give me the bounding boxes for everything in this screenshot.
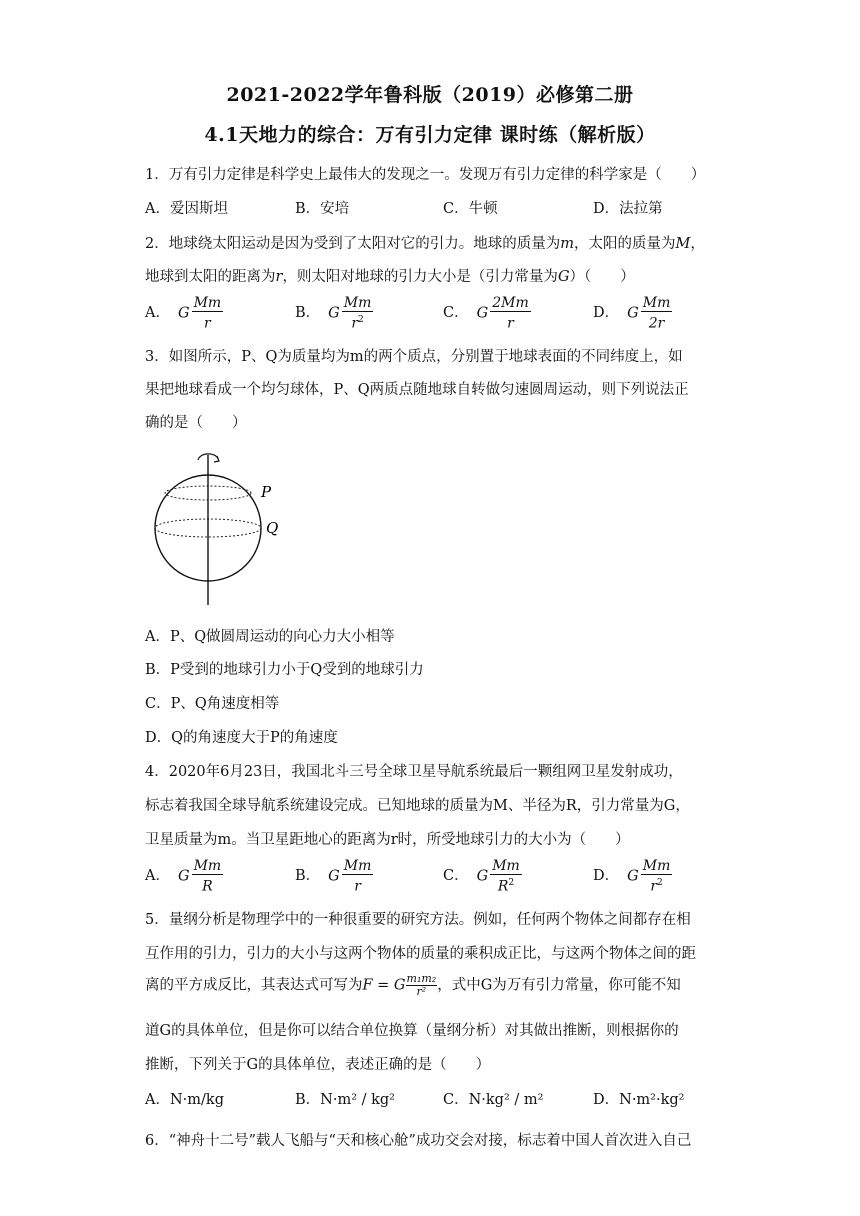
q1-option-c: C．牛顿	[443, 201, 498, 217]
q2-option-a-label: A．	[145, 305, 170, 322]
question-2-stem-line-2	[145, 265, 635, 286]
q2-option-d-fraction	[641, 295, 673, 332]
q4-option-c-den-sup: 2	[508, 878, 515, 888]
q3-option-c: C．P、Q角速度相等	[145, 696, 280, 712]
q4-option-d-den-text: r	[650, 878, 658, 895]
q2-text-a: 2．地球绕太阳运动是因为受到了太阳对它的引力。地球的质量为	[145, 236, 561, 252]
q5-option-a: A．N·m/kg	[145, 1092, 224, 1108]
q2-option-a-fraction	[192, 295, 224, 332]
q5-text-a: 离的平方成反比，其表达式可写为	[145, 977, 363, 994]
q2-text-b: ，太阳的质量为	[573, 236, 676, 252]
q5-formula-fraction	[406, 973, 438, 998]
q5-formula-lhs: F = G	[362, 977, 406, 994]
question-5-line-4: 道G的具体单位，但是你可以结合单位换算（量纲分析）对其做出推断，则根据你的	[145, 1023, 679, 1039]
question-5-line-3	[145, 973, 681, 998]
q4-option-a	[145, 858, 223, 895]
q5-option-c: C．N·kg² / m²	[443, 1092, 544, 1108]
q5-text-b: ，式中G为万有引力常量，你可能不知	[437, 977, 681, 994]
question-4-line-3: 卫星质量为m。当卫星距地心的距离为r时，所受地球引力的大小为（ ）	[145, 832, 630, 848]
q2-option-b-den-text: r	[351, 315, 359, 332]
q2-option-c-den	[490, 312, 531, 332]
q2-var-G: G	[557, 269, 570, 285]
q2-option-b	[295, 295, 373, 332]
question-5-line-2: 互作用的引力，引力的大小与这两个物体的质量的乘积成正比，与这两个物体之间的距	[145, 946, 696, 962]
q4-option-b-den-text: r	[354, 878, 361, 895]
q4-option-a-den-text: R	[202, 878, 213, 895]
q2-option-a-num: Mm	[193, 295, 222, 311]
q2-text-f: ）（ ）	[569, 269, 635, 285]
q2-option-b-fraction	[342, 295, 374, 332]
q3-option-b: B．P受到的地球引力小于Q受到的地球引力	[145, 662, 424, 678]
question-4-options	[145, 858, 745, 894]
q4-option-a-den	[192, 875, 224, 895]
q4-option-c-fraction	[490, 858, 522, 895]
question-5-line-1: 5．量纲分析是物理学中的一种很重要的研究方法。例如，任何两个物体之间都存在相	[145, 912, 691, 928]
question-2-options	[145, 295, 745, 331]
q2-option-b-g: G	[328, 305, 340, 322]
question-2-stem-line-1	[145, 232, 705, 253]
q4-option-a-fraction	[192, 858, 224, 895]
q4-option-a-num: Mm	[193, 858, 222, 874]
q2-option-c-g: G	[476, 305, 489, 322]
q4-option-d-fraction	[641, 858, 673, 895]
question-4-line-1: 4．2020年6月23日，我国北斗三号全球卫星导航系统最后一颗组网卫星发射成功，	[145, 764, 683, 780]
q2-option-b-num: Mm	[343, 295, 372, 311]
q2-var-r: r	[275, 269, 283, 285]
q4-option-c-den-text: R	[497, 878, 509, 895]
q4-option-b-den	[342, 875, 374, 895]
question-3-line-3: 确的是（ ）	[145, 415, 247, 431]
question-5-line-5: 推断，下列关于G的具体单位，表述正确的是（ ）	[145, 1057, 491, 1073]
q4-option-d-g: G	[627, 868, 639, 885]
question-1-stem: 1．万有引力定律是科学史上最伟大的发现之一。发现万有引力定律的科学家是（ ）	[145, 167, 706, 183]
question-3-line-2: 果把地球看成一个均匀球体，P、Q两质点随地球自转做匀速圆周运动，则下列说法正	[145, 382, 689, 398]
q2-option-d-label: D．	[593, 305, 620, 322]
q1-option-d: D．法拉第	[593, 201, 663, 217]
q4-option-a-label: A．	[145, 868, 170, 885]
q2-option-d	[593, 295, 672, 332]
question-5-options	[145, 1088, 745, 1124]
q2-option-d-den-text: 2r	[648, 315, 665, 332]
q2-text-e: ，则太阳对地球的引力大小是（引力常量为	[282, 269, 558, 285]
q4-option-b	[295, 858, 373, 895]
q2-option-b-den-sup: 2	[358, 315, 364, 325]
q4-option-b-g: G	[328, 868, 340, 885]
title-line-2: 4.1天地力的综合：万有引力定律 课时练（解析版）	[204, 124, 656, 146]
q5-formula-den: r²	[416, 985, 427, 998]
q2-option-a-den-text: r	[204, 315, 211, 332]
q2-option-b-den	[342, 312, 374, 332]
q1-option-b: B．安培	[295, 201, 350, 217]
q2-option-c-fraction	[490, 295, 531, 332]
earth-rotation-figure	[148, 450, 298, 610]
q4-option-b-fraction	[342, 858, 374, 895]
q4-option-d-num: Mm	[642, 858, 671, 874]
q2-text-c: ，	[690, 236, 705, 252]
q2-option-d-g: G	[627, 305, 639, 322]
q5-option-b: B．N·m² / kg²	[295, 1092, 395, 1108]
q5-option-d: D．N·m²·kg²	[593, 1092, 685, 1108]
title-line-1: 2021-2022学年鲁科版（2019）必修第二册	[226, 84, 634, 106]
q2-option-a-den	[192, 312, 224, 332]
q4-option-c	[443, 858, 522, 895]
q3-option-d: D．Q的角速度大于P的角速度	[145, 730, 338, 746]
q2-option-c-label: C．	[443, 305, 469, 322]
q3-option-a: A．P、Q做圆周运动的向心力大小相等	[145, 629, 395, 645]
question-1-options	[145, 197, 745, 233]
q2-option-a	[145, 295, 223, 332]
q2-var-m: m	[560, 236, 574, 252]
question-3-line-1: 3．如图所示，P、Q为质量均为m的两个质点，分别置于地球表面的不同纬度上，如	[145, 349, 683, 365]
q4-option-c-label: C．	[443, 868, 469, 885]
q4-option-b-num: Mm	[343, 858, 372, 874]
q2-option-d-num: Mm	[642, 295, 671, 311]
q2-option-c-num: 2Mm	[492, 295, 529, 311]
q4-option-a-g: G	[177, 868, 190, 885]
q1-option-a: A．爱因斯坦	[145, 201, 228, 217]
question-4-line-2: 标志着我国全球导航系统建设完成。已知地球的质量为M、半径为R，引力常量为G，	[145, 798, 690, 814]
label-p: P	[261, 483, 272, 501]
q2-option-b-label: B．	[295, 305, 321, 322]
q2-var-M: M	[675, 236, 691, 252]
q2-option-d-den	[641, 312, 673, 332]
q4-option-c-num: Mm	[492, 858, 520, 874]
q2-option-c	[443, 295, 531, 332]
q5-formula-num: m₁m₂	[406, 972, 437, 985]
q4-option-c-g: G	[476, 868, 489, 885]
q4-option-d-label: D．	[593, 868, 620, 885]
q2-option-a-g: G	[177, 305, 190, 322]
q4-option-c-den	[490, 875, 522, 895]
q2-text-d: 地球到太阳的距离为	[145, 269, 276, 285]
q4-option-b-label: B．	[295, 868, 321, 885]
q4-option-d-den-sup: 2	[657, 878, 663, 888]
q4-option-d-den	[641, 875, 673, 895]
q4-option-d	[593, 858, 672, 895]
question-6-line-1: 6．“神舟十二号”载人飞船与“天和核心舱”成功交会对接，标志着中国人首次进入自己	[145, 1133, 692, 1149]
q2-option-c-den-text: r	[507, 315, 514, 332]
label-q: Q	[266, 519, 279, 537]
